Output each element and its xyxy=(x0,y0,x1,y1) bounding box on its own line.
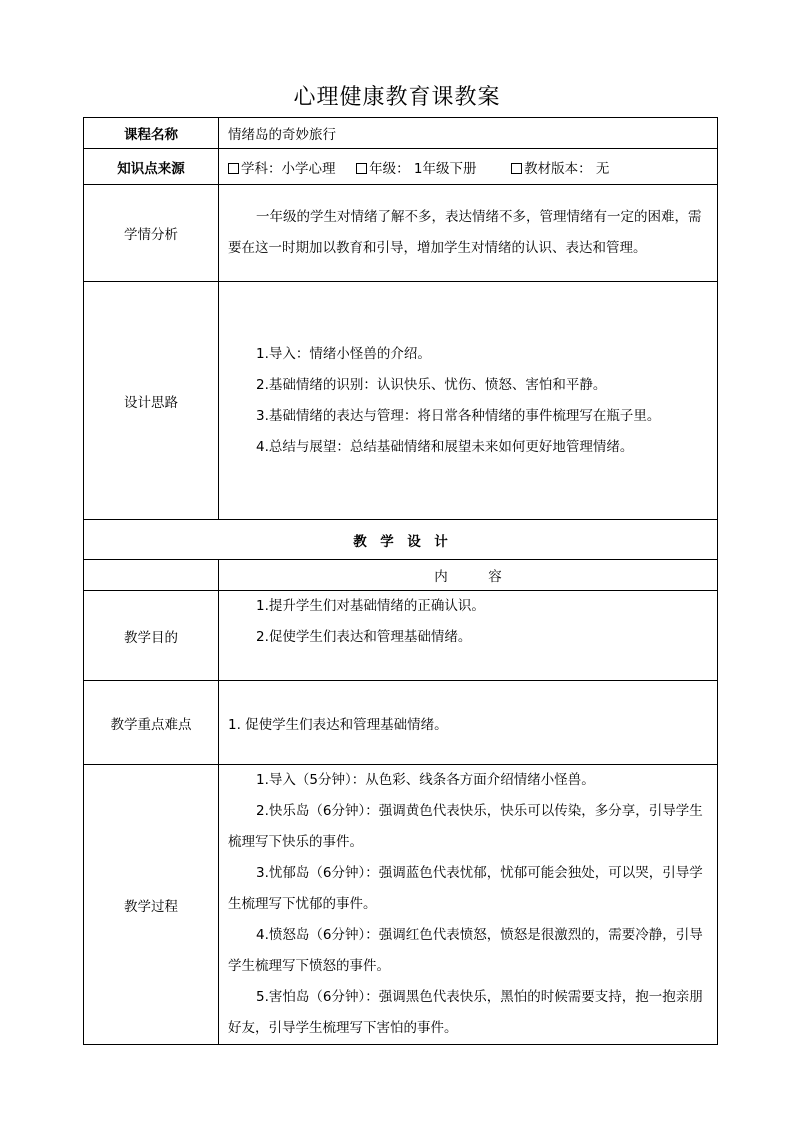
source-value xyxy=(219,149,718,185)
design-item: 1.导入：情绪小怪兽的介绍。 xyxy=(256,345,431,362)
design-item: 3.基础情绪的表达与管理：将日常各种情绪的事件梳理写在瓶子里。 xyxy=(256,407,661,424)
content-header-empty xyxy=(84,560,219,591)
goal-item: 2.促使学生们表达和管理基础情绪。 xyxy=(256,629,472,645)
teaching-design-heading: 教 学 设 计 xyxy=(84,520,718,560)
process-row xyxy=(84,765,718,1045)
checkbox-icon xyxy=(228,163,239,174)
source-textbook: 教材版本： 无 xyxy=(524,160,610,177)
course-row xyxy=(84,118,718,149)
lesson-plan-table xyxy=(83,117,718,1045)
source-grade: 年级： 1年级下册 xyxy=(369,160,477,177)
source-subject: 学科：小学心理 xyxy=(241,160,336,177)
analysis-label: 学情分析 xyxy=(84,185,219,282)
key-points-text: 1. 促使学生们表达和管理基础情绪。 xyxy=(219,681,718,765)
design-row xyxy=(84,282,718,520)
course-value: 情绪岛的奇妙旅行 xyxy=(219,118,718,149)
process-item: 5.害怕岛（6分钟）：强调黑色代表快乐，黑怕的时候需要支持，抱一抱亲朋好友，引导学生梳理写下害怕的事件。 xyxy=(228,989,703,1036)
checkbox-icon xyxy=(511,163,522,174)
design-item: 2.基础情绪的识别：认识快乐、忧伤、愤怒、害怕和平静。 xyxy=(256,376,607,393)
content-header: 内 容 xyxy=(219,560,718,591)
process-item: 2.快乐岛（6分钟）：强调黄色代表快乐，快乐可以传染，多分享，引导学生梳理写下快乐的事件。 xyxy=(228,803,703,850)
process-item: 3.忧郁岛（6分钟）：强调蓝色代表忧郁，忧郁可能会独处，可以哭，引导学生梳理写下忧郁的事件。 xyxy=(228,865,703,912)
course-label: 课程名称 xyxy=(84,118,219,149)
teaching-design-row xyxy=(84,520,718,560)
source-label: 知识点来源 xyxy=(84,149,219,185)
process-item: 1.导入（5分钟）：从色彩、线条各方面介绍情绪小怪兽。 xyxy=(256,772,595,788)
source-row xyxy=(84,149,718,185)
design-item: 4.总结与展望：总结基础情绪和展望未来如何更好地管理情绪。 xyxy=(256,438,634,455)
key-points-row xyxy=(84,681,718,765)
goal-row xyxy=(84,591,718,681)
content-header-row xyxy=(84,560,718,591)
key-points-label: 教学重点难点 xyxy=(84,681,219,765)
process-label: 教学过程 xyxy=(84,765,219,1045)
analysis-text: 一年级的学生对情绪了解不多，表达情绪不多，管理情绪有一定的困难，需要在这一时期加以教育和引导，增加学生对情绪的认识、表达和管理。 xyxy=(228,209,702,256)
goal-item: 1.提升学生们对基础情绪的正确认识。 xyxy=(256,598,485,614)
process-item: 4.愤怒岛（6分钟）：强调红色代表愤怒，愤怒是很激烈的，需要冷静，引导学生梳理写下愤怒的事件。 xyxy=(228,927,703,974)
design-label: 设计思路 xyxy=(84,282,219,520)
checkbox-icon xyxy=(356,163,367,174)
analysis-row xyxy=(84,185,718,282)
page-title: 心理健康教育课教案 xyxy=(293,85,501,110)
goal-label: 教学目的 xyxy=(84,591,219,681)
